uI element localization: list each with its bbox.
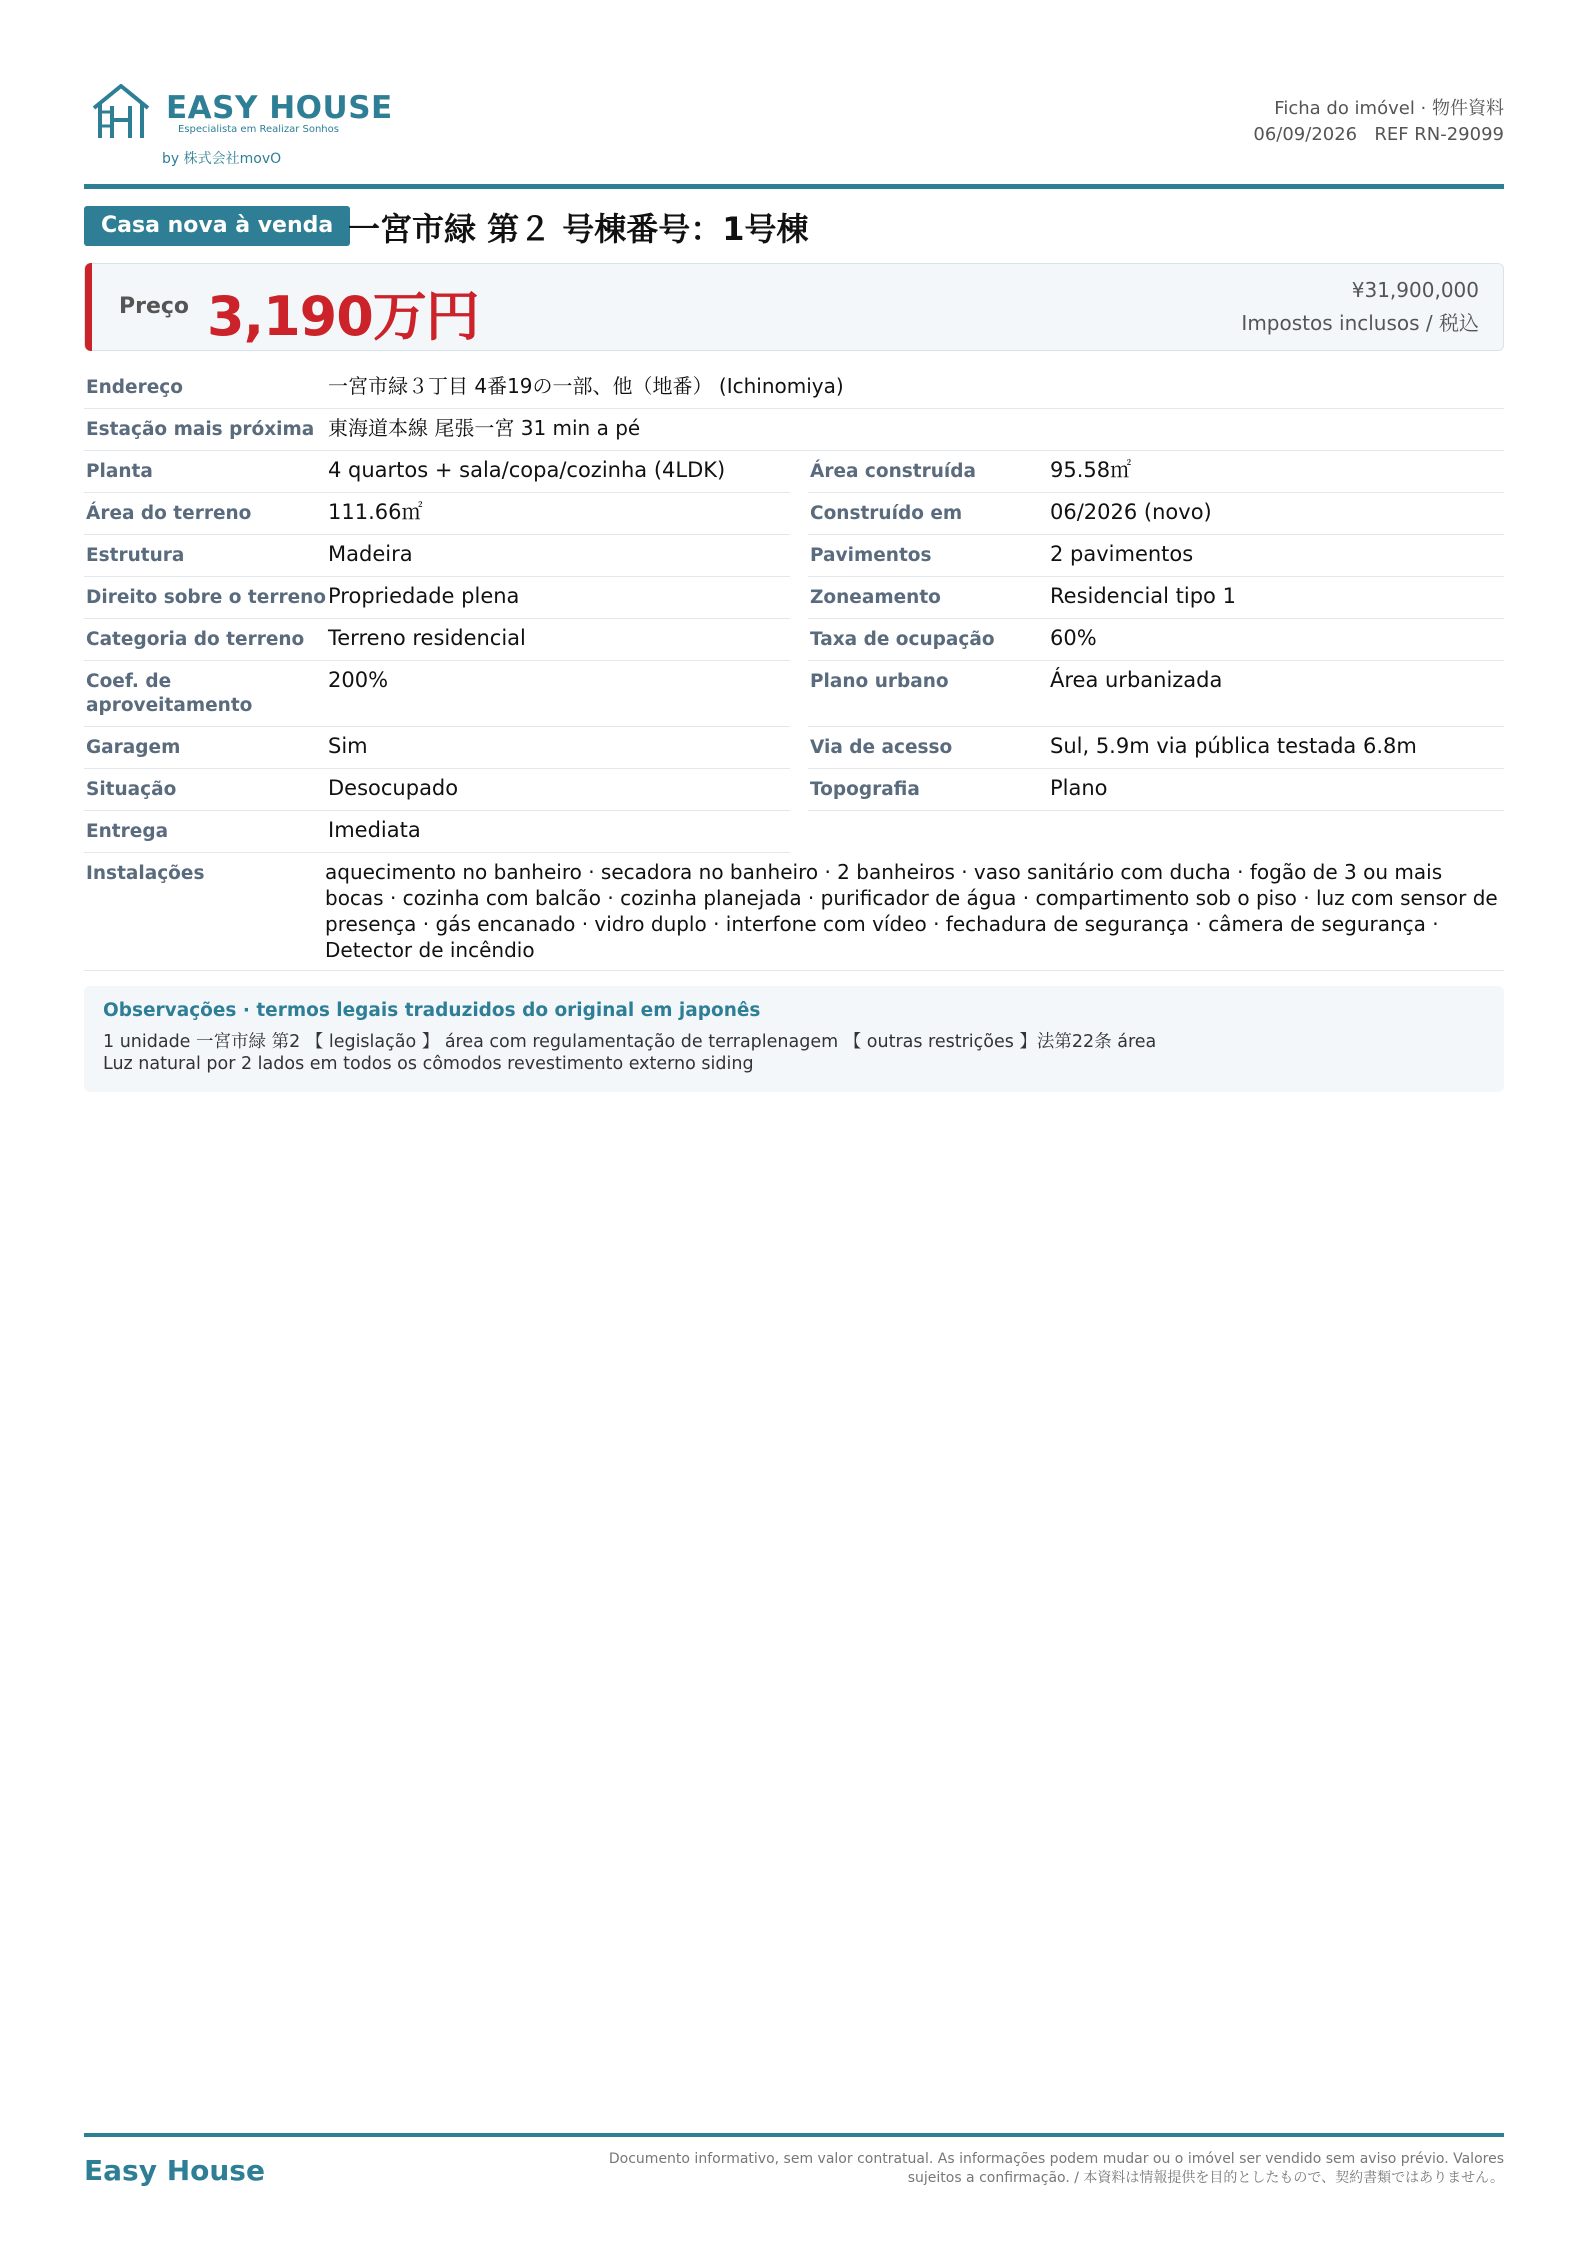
detail-row-coverage <box>808 618 1504 661</box>
notes-title: Observações · termos legais traduzidos do original em japonês <box>103 1000 761 1021</box>
detail-label: Via de acesso <box>810 737 953 758</box>
document-date-ref <box>1253 122 1504 148</box>
logo-name: EASY HOUSE <box>166 90 393 126</box>
detail-label: Zoneamento <box>810 587 941 608</box>
detail-row-facilities <box>84 852 1504 971</box>
detail-value: 東海道本線 尾張一宮 31 min a pé <box>328 416 641 440</box>
detail-label: Direito sobre o terreno <box>86 587 326 608</box>
detail-value: 4 quartos + sala/copa/cozinha (4LDK) <box>328 458 726 482</box>
document-date: 06/09/2026 <box>1253 124 1358 145</box>
detail-row-road <box>808 726 1504 769</box>
document-type: Ficha do imóvel · 物件資料 <box>1274 98 1504 119</box>
footer-divider <box>84 2133 1504 2137</box>
detail-value: Propriedade plena <box>328 584 520 608</box>
detail-label: Pavimentos <box>810 545 932 566</box>
document-ref: REF RN-29099 <box>1374 124 1504 145</box>
detail-row-parking <box>84 726 790 769</box>
facilities-list: aquecimento no banheiro · secadora no banheiro · 2 banheiros · vaso sanitário com ducha · fogão de 3 ou mais bocas · cozinha com balcão · cozinha planejada · purificador de água · compartimento sob o piso · luz com sensor de presença · gás encanado · vidro duplo · interfone com vídeo · fechadura de segurança · câmera de segurança · Detector de incêndio <box>325 860 1498 962</box>
detail-value: Plano <box>1050 776 1108 800</box>
detail-row-layout <box>84 450 790 493</box>
detail-row-floors <box>808 534 1504 577</box>
footer-disclaimer: Documento informativo, sem valor contratual. As informações podem mudar ou o imóvel ser vendido sem aviso prévio. Valores sujeitos a confirmação. / 本資料は情報提供を目的としたもので、契約書類ではありません。 <box>608 2151 1504 2186</box>
detail-value: Terreno residencial <box>328 626 526 650</box>
detail-row-delivery <box>84 810 790 853</box>
detail-value: Imediata <box>328 818 421 842</box>
detail-label: Planta <box>86 461 153 482</box>
detail-row-land-area <box>84 492 790 535</box>
detail-label: Situação <box>86 779 177 800</box>
detail-row-built-area <box>808 450 1504 493</box>
detail-label: Entrega <box>86 821 169 842</box>
detail-label: Instalações <box>86 863 205 884</box>
detail-value: Desocupado <box>328 776 459 800</box>
detail-value: 06/2026 (novo) <box>1050 500 1212 524</box>
detail-value: 60% <box>1050 626 1097 650</box>
house-logo-icon <box>90 82 152 142</box>
detail-row-built-in <box>808 492 1504 535</box>
detail-row-structure <box>84 534 790 577</box>
detail-row-far <box>84 660 790 727</box>
detail-value: 2 pavimentos <box>1050 542 1194 566</box>
detail-label: Construído em <box>810 503 963 524</box>
logo-by-company: by 株式会社movO <box>162 151 282 167</box>
detail-label: Estrutura <box>86 545 185 566</box>
detail-label: Garagem <box>86 737 181 758</box>
price-accent-bar <box>85 263 92 351</box>
detail-label: Área do terreno <box>86 503 252 524</box>
detail-label: Estação mais próxima <box>86 419 315 440</box>
detail-label: Endereço <box>86 377 183 398</box>
header-divider <box>84 184 1504 189</box>
detail-value: 200% <box>328 668 389 692</box>
company-logo <box>90 82 393 172</box>
detail-label: Taxa de ocupação <box>810 629 995 650</box>
detail-row-station <box>84 408 1504 451</box>
detail-row-urban-plan <box>808 660 1504 727</box>
detail-label: Coef. de aproveitamento <box>86 671 253 716</box>
detail-label: Topografia <box>810 779 920 800</box>
price-value: 3,190万円 <box>207 285 479 348</box>
detail-row-status <box>84 768 790 811</box>
notes-line: 1 unidade 一宮市緑 第2 【 legislação 】 área com regulamentação de terraplenagem 【 outras restrições 】法第22条 área <box>103 1032 1157 1052</box>
property-title: 一宮市緑 第２ 号棟番号：1号棟 <box>348 210 809 248</box>
listing-type-badge: Casa nova à venda <box>84 206 350 246</box>
detail-label: Plano urbano <box>810 671 949 692</box>
notes-box <box>84 986 1504 1092</box>
detail-value: 一宮市緑３丁目 4番19の一部、他（地番） (Ichinomiya) <box>328 374 844 398</box>
notes-line: Luz natural por 2 lados em todos os cômodos revestimento externo siding <box>103 1054 754 1074</box>
detail-value: Madeira <box>328 542 413 566</box>
detail-value: Residencial tipo 1 <box>1050 584 1236 608</box>
document-meta <box>1253 96 1504 148</box>
price-label: Preço <box>119 294 190 319</box>
logo-tagline: Especialista em Realizar Sonhos <box>178 124 339 135</box>
detail-label: Categoria do terreno <box>86 629 305 650</box>
detail-row-zoning <box>808 576 1504 619</box>
detail-row-land-right <box>84 576 790 619</box>
price-tax-note: Impostos inclusos / 税込 <box>1241 311 1479 335</box>
detail-value: Área urbanizada <box>1050 668 1223 692</box>
detail-value: Sim <box>328 734 368 758</box>
detail-row-land-category <box>84 618 790 661</box>
detail-row-address <box>84 366 1504 409</box>
property-sheet <box>84 0 1504 2246</box>
detail-value: Sul, 5.9m via pública testada 6.8m <box>1050 734 1417 758</box>
detail-value: 95.58㎡ <box>1050 458 1132 482</box>
detail-value: 111.66㎡ <box>328 500 423 524</box>
price-yen-full: ¥31,900,000 <box>1351 278 1479 302</box>
price-box <box>84 263 1504 351</box>
footer-brand: Easy House <box>84 2154 265 2187</box>
detail-row-topography <box>808 768 1504 811</box>
detail-label: Área construída <box>810 461 976 482</box>
